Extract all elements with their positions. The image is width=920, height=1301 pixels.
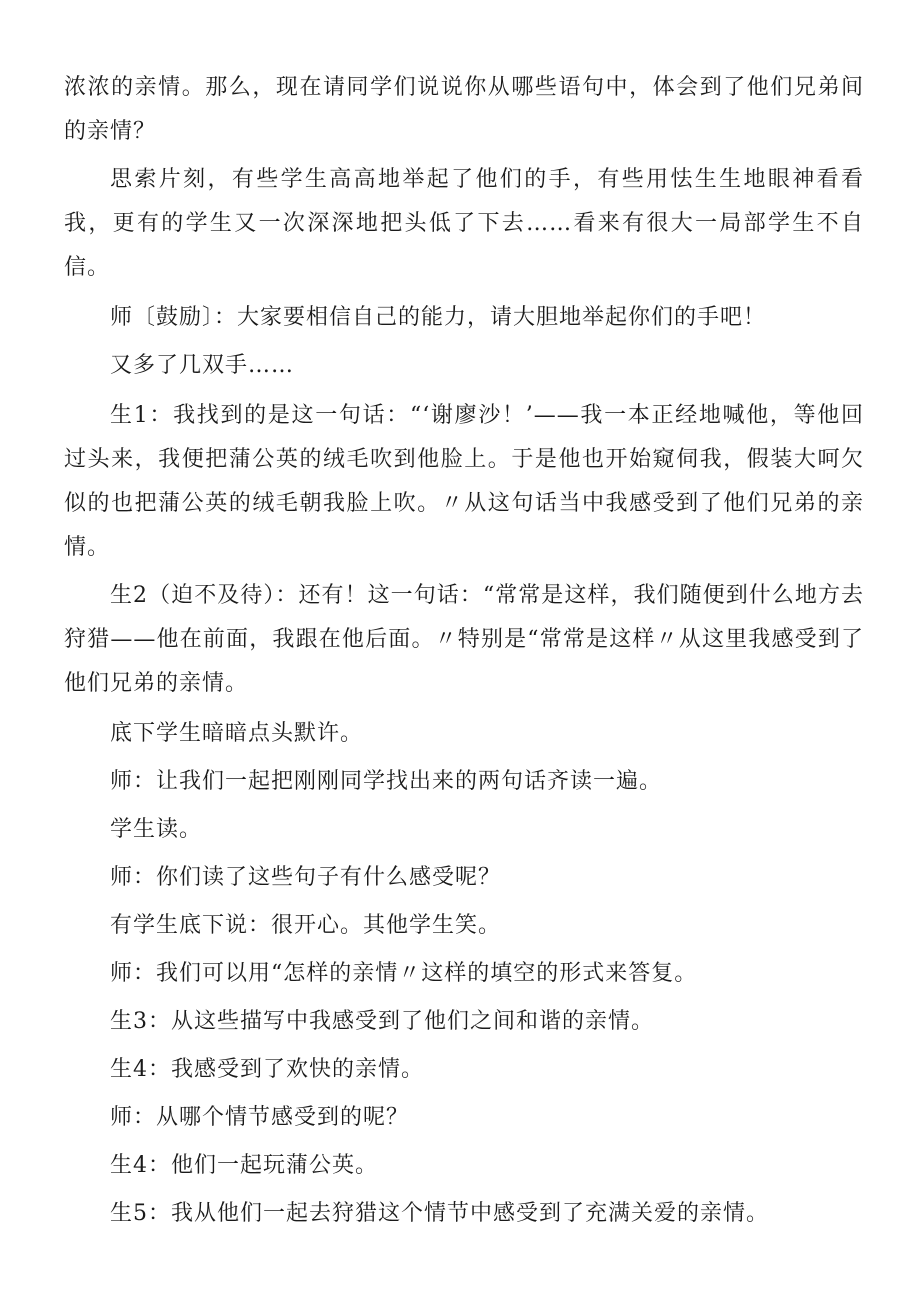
paragraph-teacher-encourage: 师〔鼓励〕：大家要相信自己的能力，请大胆地举起你们的手吧！ [110, 305, 767, 330]
paragraph-student-happy: 有学生底下说：很开心。其他学生笑。 [110, 913, 502, 938]
document-body [64, 66, 864, 1238]
paragraph-teacher-read-together: 师：让我们一起把刚刚同学找出来的两句话齐读一遍。 [110, 769, 663, 794]
paragraph-students-nod: 底下学生暗暗点头默许。 [110, 721, 364, 746]
paragraph-student-4a: 生4：我感受到了欢快的亲情。 [110, 1057, 424, 1082]
paragraph-opening-question: 浓浓的亲情。那么，现在请同学们说说你从哪些语句中，体会到了他们兄弟间的亲情？ [64, 75, 864, 144]
paragraph-teacher-fill-blank: 师：我们可以用“怎样的亲情〃这样的填空的形式来答复。 [110, 961, 698, 986]
paragraph-student-1: 生1：我找到的是这一句话：“‘谢廖沙！’——我一本正经地喊他，等他回过头来，我便把蒲公英的绒毛吹到他脸上。于是他也开始窥伺我，假装大呵欠似的也把蒲公英的绒毛朝我脸上吹。〃从这句话当中我感受到了他们兄弟的亲情。 [64, 403, 864, 560]
paragraph-more-hands: 又多了几双手…… [110, 353, 295, 378]
paragraph-student-2: 生2（迫不及待）：还有！这一句话：“常常是这样，我们随便到什么地方去狩猎——他在前面，我跟在他后面。〃特别是“常常是这样〃从这里我感受到了他们兄弟的亲情。 [64, 583, 864, 696]
paragraph-students-hesitate: 思索片刻，有些学生高高地举起了他们的手，有些用怯生生地眼神看看我，更有的学生又一次深深地把头低了下去……看来有很大一局部学生不自信。 [64, 167, 864, 280]
paragraph-students-read: 学生读。 [110, 817, 203, 842]
paragraph-teacher-which-plot: 师：从哪个情节感受到的呢？ [110, 1105, 410, 1130]
paragraph-student-5: 生5：我从他们一起去狩猎这个情节中感受到了充满关爱的亲情。 [110, 1201, 769, 1226]
paragraph-student-3: 生3：从这些描写中我感受到了他们之间和谐的亲情。 [110, 1009, 654, 1034]
paragraph-teacher-ask-feeling: 师：你们读了这些句子有什么感受呢？ [110, 865, 502, 890]
paragraph-student-4b: 生4：他们一起玩蒲公英。 [110, 1153, 378, 1178]
